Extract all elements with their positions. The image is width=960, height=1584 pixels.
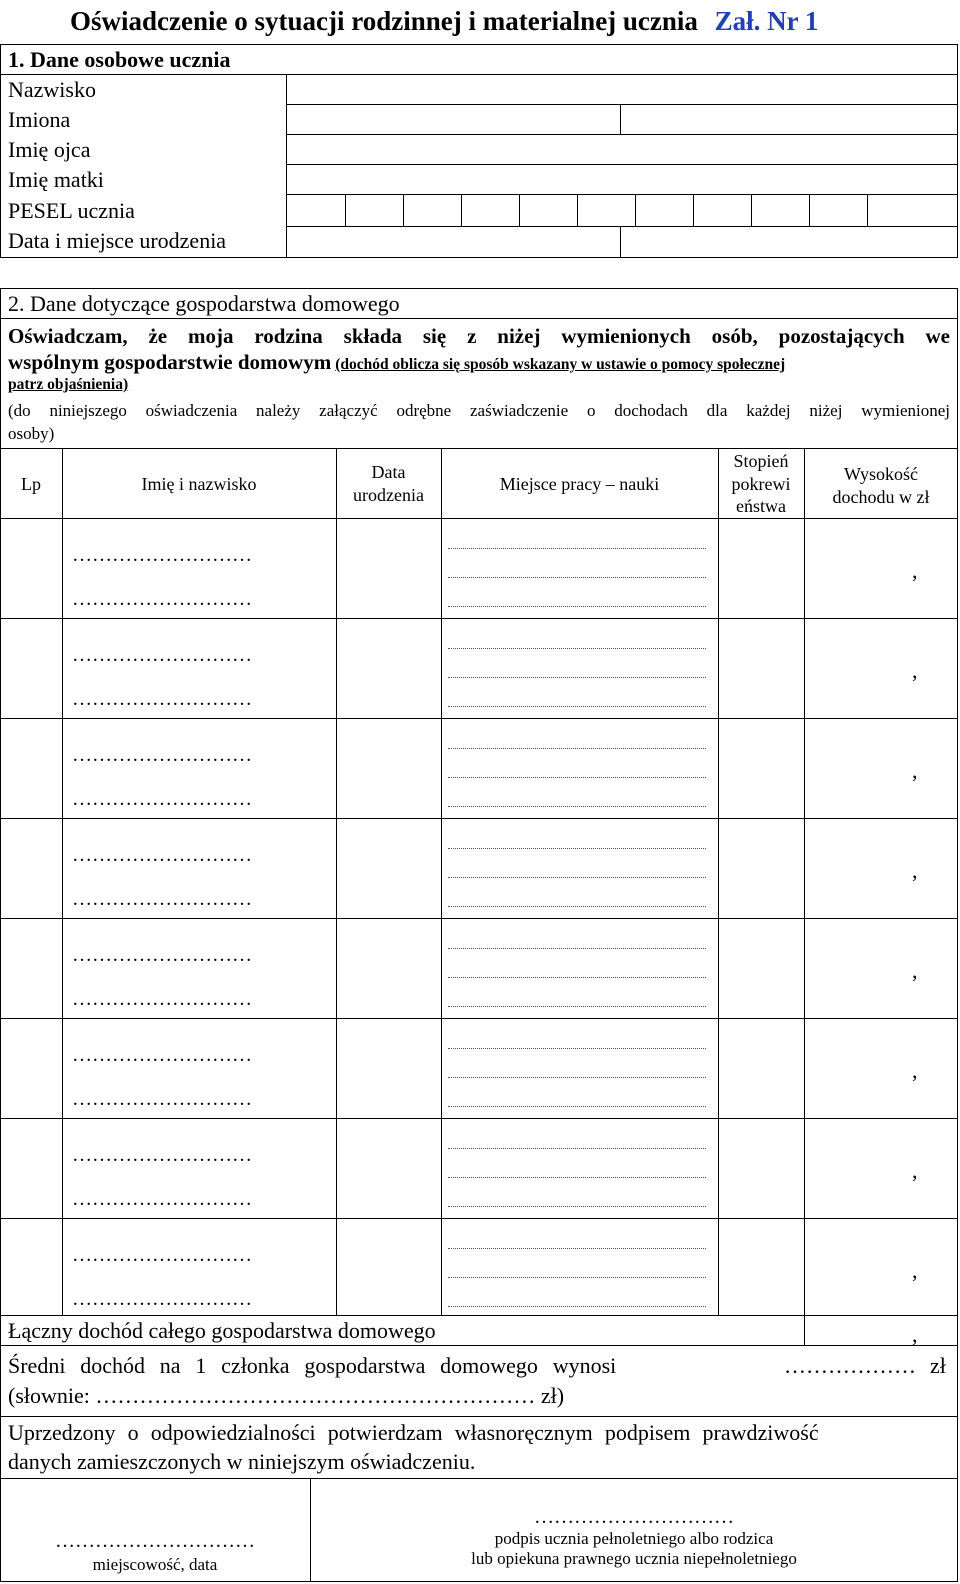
form-title xyxy=(70,6,818,37)
work-dotted-line[interactable] xyxy=(448,806,706,807)
birth-date-cell[interactable] xyxy=(338,920,440,1016)
income-comma: , xyxy=(912,958,918,983)
declaration-line1: Uprzedzony o odpowiedzialności potwierdzam własnoręcznym podpisem prawdziwość xyxy=(8,1420,819,1445)
header-relation-line3: eństwa xyxy=(736,496,786,516)
header-income-line1: Wysokość xyxy=(844,464,918,484)
section1-heading: 1. Dane osobowe ucznia xyxy=(8,47,231,72)
header-work: Miejsce pracy – nauki xyxy=(499,474,660,494)
birth-date-cell[interactable] xyxy=(338,620,440,716)
birth-date-cell[interactable] xyxy=(338,1120,440,1216)
pesel-input[interactable] xyxy=(347,196,956,225)
work-dotted-line[interactable] xyxy=(448,1148,706,1149)
work-dotted-line[interactable] xyxy=(448,706,706,707)
income-comma: , xyxy=(912,1158,918,1183)
work-dotted-line[interactable] xyxy=(448,548,706,549)
work-dotted-line[interactable] xyxy=(448,877,706,878)
section2-heading: 2. Dane dotyczące gospodarstwa domowego xyxy=(8,291,400,316)
signature-label-line2: lub opiekuna prawnego ucznia niepełnoletniego xyxy=(471,1549,797,1568)
name-dots-line1[interactable]: ……………………… xyxy=(72,744,252,766)
relation-cell[interactable] xyxy=(720,1020,803,1116)
name-dots-line1[interactable]: ……………………… xyxy=(72,1144,252,1166)
field-imie-ojca-label: Imię ojca xyxy=(8,137,91,162)
name-dots-line2[interactable]: ……………………… xyxy=(72,1188,252,1210)
work-dotted-line[interactable] xyxy=(448,1006,706,1007)
header-birth-line1: Data xyxy=(371,462,406,482)
relation-cell[interactable] xyxy=(720,920,803,1016)
table-row xyxy=(0,618,958,718)
income-comma: , xyxy=(912,1058,918,1083)
work-dotted-line[interactable] xyxy=(448,1248,706,1249)
intro-note-text: (dochód oblicza się sposób wskazany w ustawie o pomocy społecznej xyxy=(335,356,786,373)
header-relation xyxy=(718,450,804,518)
place-date-label: miejscowość, data xyxy=(92,1555,218,1574)
table-row xyxy=(0,718,958,818)
table-row xyxy=(0,818,958,918)
field-birth-label: Data i miejsce urodzenia xyxy=(8,228,227,253)
header-income xyxy=(804,463,958,508)
birth-date-cell[interactable] xyxy=(338,820,440,916)
income-comma: , xyxy=(912,658,918,683)
income-comma: , xyxy=(912,758,918,783)
header-birth xyxy=(336,461,441,506)
birth-date-cell[interactable] xyxy=(338,720,440,816)
work-dotted-line[interactable] xyxy=(448,1177,706,1178)
work-dotted-line[interactable] xyxy=(448,677,706,678)
total-income-input[interactable] xyxy=(806,1317,956,1344)
footer-left xyxy=(0,1530,310,1575)
attachment-number: Zał. Nr 1 xyxy=(714,6,819,36)
signature-label-line1: podpis ucznia pełnoletniego albo rodzica xyxy=(494,1529,774,1548)
work-dotted-line[interactable] xyxy=(448,748,706,749)
income-comma: , xyxy=(912,1258,918,1283)
average-line1-text: Średni dochód na 1 członka gospodarstwa domowego wynosi xyxy=(8,1353,617,1378)
header-lp: Lp xyxy=(21,474,41,494)
relation-cell[interactable] xyxy=(720,520,803,616)
imie-ojca-input[interactable] xyxy=(288,136,956,163)
name-dots-line2[interactable]: ……………………… xyxy=(72,588,252,610)
name-dots-line1[interactable]: ……………………… xyxy=(72,1044,252,1066)
work-dotted-line[interactable] xyxy=(448,906,706,907)
name-dots-line2[interactable]: ……………………… xyxy=(72,688,252,710)
name-dots-line2[interactable]: ……………………… xyxy=(72,888,252,910)
work-dotted-line[interactable] xyxy=(448,777,706,778)
work-dotted-line[interactable] xyxy=(448,606,706,607)
intro-line2 xyxy=(8,350,785,375)
relation-cell[interactable] xyxy=(720,1120,803,1216)
birth-date-input[interactable] xyxy=(288,228,618,257)
name-dots-line2[interactable]: ……………………… xyxy=(72,988,252,1010)
declaration-line2: danych zamieszczonych w niniejszym oświadczeniu. xyxy=(8,1449,476,1474)
work-dotted-line[interactable] xyxy=(448,1206,706,1207)
name-dots-line1[interactable]: ……………………… xyxy=(72,944,252,966)
header-relation-line2: pokrewi xyxy=(731,473,791,494)
relation-cell[interactable] xyxy=(720,820,803,916)
average-unit: zł xyxy=(930,1353,946,1378)
work-dotted-line[interactable] xyxy=(448,1306,706,1307)
income-comma: , xyxy=(912,558,918,583)
work-dotted-line[interactable] xyxy=(448,1077,706,1078)
header-relation-line1: Stopień xyxy=(733,451,789,471)
name-dots-line1[interactable]: ……………………… xyxy=(72,844,252,866)
work-dotted-line[interactable] xyxy=(448,948,706,949)
total-comma: , xyxy=(912,1322,918,1347)
table-row xyxy=(0,518,958,618)
relation-cell[interactable] xyxy=(720,620,803,716)
work-dotted-line[interactable] xyxy=(448,1106,706,1107)
table-row xyxy=(0,918,958,1018)
name-dots-line2[interactable]: ……………………… xyxy=(72,788,252,810)
imie-matki-input[interactable] xyxy=(288,166,956,193)
attach-line2: osoby) xyxy=(8,424,55,443)
intro-bold-text: wspólnym gospodarstwie domowym xyxy=(8,350,332,374)
signature-dots[interactable]: ………………………… xyxy=(534,1506,734,1528)
work-dotted-line[interactable] xyxy=(448,977,706,978)
relation-cell[interactable] xyxy=(720,720,803,816)
field-nazwisko-label: Nazwisko xyxy=(8,77,96,102)
birth-place-input[interactable] xyxy=(622,228,956,257)
name-dots-line1[interactable]: ……………………… xyxy=(72,544,252,566)
work-dotted-line[interactable] xyxy=(448,1048,706,1049)
field-imiona-label: Imiona xyxy=(8,107,71,132)
work-dotted-line[interactable] xyxy=(448,848,706,849)
place-date-dots[interactable]: ………………………… xyxy=(55,1530,255,1552)
income-comma: , xyxy=(912,858,918,883)
birth-date-cell[interactable] xyxy=(338,520,440,616)
relation-cell[interactable] xyxy=(720,1220,803,1316)
imiona-input-1[interactable] xyxy=(288,106,618,133)
name-dots-line1[interactable]: ……………………… xyxy=(72,1244,252,1266)
total-label: Łączny dochód całego gospodarstwa domowego xyxy=(8,1318,436,1343)
work-dotted-line[interactable] xyxy=(448,1277,706,1278)
work-dotted-line[interactable] xyxy=(448,648,706,649)
imiona-input-2[interactable] xyxy=(622,106,956,133)
intro-line1: Oświadczam, że moja rodzina składa się z niżej wymienionych osób, pozostających we xyxy=(8,324,950,348)
name-dots-line1[interactable]: ……………………… xyxy=(72,644,252,666)
table-row xyxy=(0,1218,958,1315)
form-title-text: Oświadczenie o sytuacji rodzinnej i materialnej ucznia xyxy=(70,6,698,36)
footer-right xyxy=(310,1506,958,1569)
average-dots[interactable]: ……………… xyxy=(784,1353,916,1378)
header-name: Imię i nazwisko xyxy=(141,474,257,494)
intro-line3: patrz objaśnienia) xyxy=(8,376,129,393)
attach-line1: (do niniejszego oświadczenia należy załączyć odrębne zaświadczenie o dochodach dla każdej niżej wymienionej xyxy=(8,401,950,420)
work-dotted-line[interactable] xyxy=(448,577,706,578)
name-dots-line2[interactable]: ……………………… xyxy=(72,1288,252,1310)
table-row xyxy=(0,1018,958,1118)
nazwisko-input[interactable] xyxy=(288,76,956,103)
table-row xyxy=(0,1118,958,1218)
header-income-line2: dochodu w zł xyxy=(832,486,930,507)
header-birth-line2: urodzenia xyxy=(353,484,424,505)
average-words[interactable]: (słownie: …………………………………………………… zł) xyxy=(8,1383,565,1408)
birth-date-cell[interactable] xyxy=(338,1020,440,1116)
birth-date-cell[interactable] xyxy=(338,1220,440,1316)
field-pesel-label: PESEL ucznia xyxy=(8,198,135,223)
field-imie-matki-label: Imię matki xyxy=(8,167,104,192)
name-dots-line2[interactable]: ……………………… xyxy=(72,1088,252,1110)
